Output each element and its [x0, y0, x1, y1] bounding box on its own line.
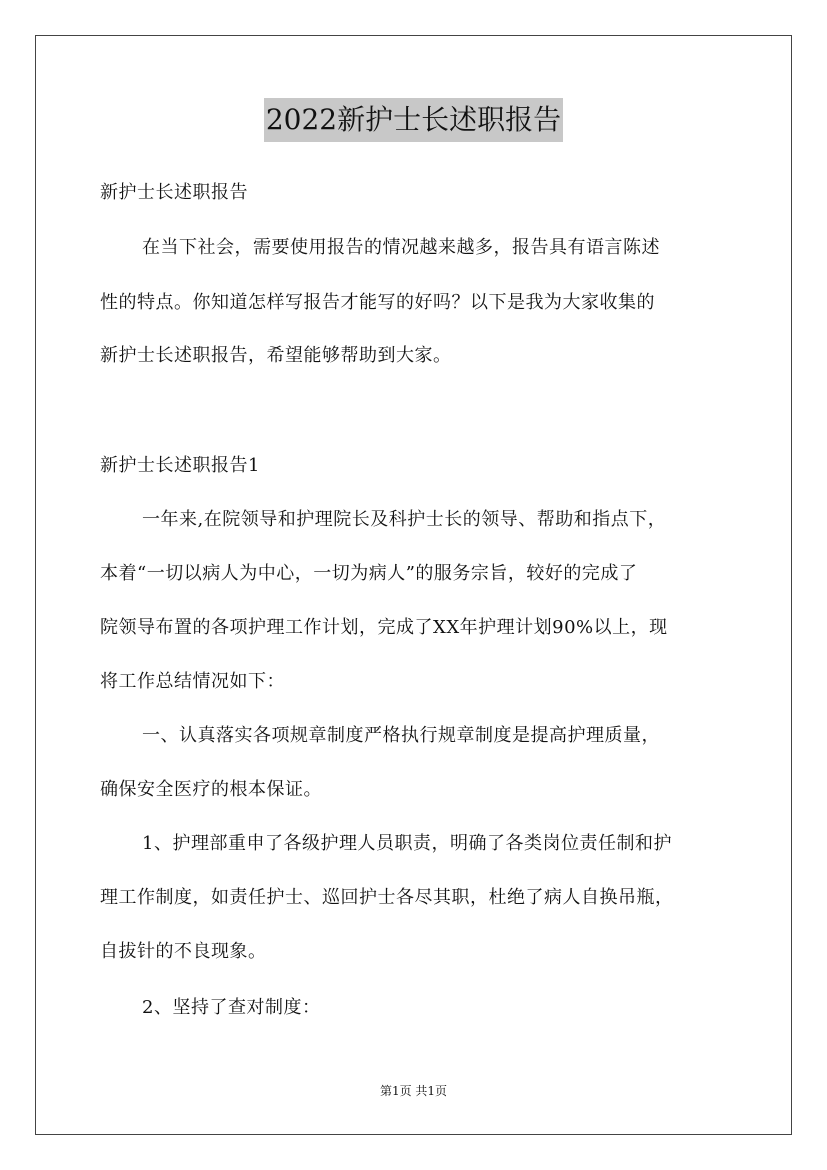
section-heading: 新护士长述职报告1 — [100, 455, 260, 476]
item-line: 1、护理部重申了各级护理人员职责，明确了各类岗位责任制和护 — [142, 833, 672, 854]
intro-line: 性的特点。你知道怎样写报告才能写的好吗？以下是我为大家收集的 — [100, 292, 655, 313]
item-line: 理工作制度，如责任护士、巡回护士各尽其职，杜绝了病人自换吊瓶， — [100, 887, 674, 908]
document-title: 2022新护士长述职报告 — [264, 98, 563, 142]
paragraph-line: 一年来,在院领导和护理院长及科护士长的领导、帮助和指点下， — [142, 509, 667, 530]
document-subtitle: 新护士长述职报告 — [100, 182, 248, 203]
title-container — [0, 98, 827, 142]
intro-line: 在当下社会，需要使用报告的情况越来越多，报告具有语言陈述 — [142, 237, 660, 258]
intro-line: 新护士长述职报告，希望能够帮助到大家。 — [100, 345, 452, 366]
point-line: 一、认真落实各项规章制度严格执行规章制度是提高护理质量， — [142, 725, 660, 746]
paragraph-line: 本着“一切以病人为中心，一切为病人”的服务宗旨，较好的完成了 — [100, 563, 638, 584]
paragraph-line: 将工作总结情况如下： — [100, 671, 285, 692]
item-line: 2、坚持了查对制度： — [142, 997, 321, 1018]
point-line: 确保安全医疗的根本保证。 — [100, 779, 322, 800]
paragraph-line: 院领导布置的各项护理工作计划，完成了XX年护理计划90%以上，现 — [100, 617, 668, 638]
item-line: 自拔针的不良现象。 — [100, 941, 267, 962]
page-footer: 第1页 共1页 — [379, 1084, 448, 1098]
